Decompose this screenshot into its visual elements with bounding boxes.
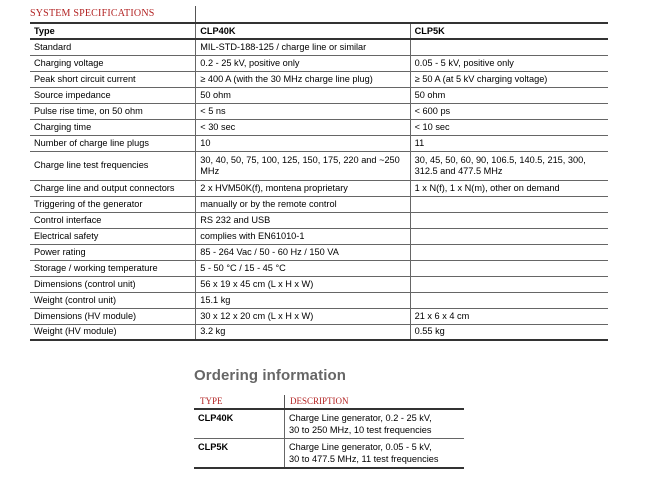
ordering-header-divider bbox=[284, 395, 285, 409]
spec-value-clp5k: 21 x 6 x 4 cm bbox=[410, 308, 608, 324]
spec-label: Charge line and output connectors bbox=[30, 180, 196, 196]
ordering-description bbox=[285, 410, 465, 439]
ordering-description-line: Charge Line generator, 0.2 - 25 kV, bbox=[289, 413, 432, 423]
spec-row bbox=[30, 151, 608, 180]
ordering-type: CLP40K bbox=[194, 410, 285, 439]
spec-label: Peak short circuit current bbox=[30, 71, 196, 87]
spec-value-clp40k: 85 - 264 Vac / 50 - 60 Hz / 150 VA bbox=[196, 244, 410, 260]
ordering-description-line: 30 to 477.5 MHz, 11 test frequencies bbox=[289, 454, 439, 464]
spec-row bbox=[30, 244, 608, 260]
spec-row bbox=[30, 228, 608, 244]
spec-value-clp40k: < 5 ns bbox=[196, 103, 410, 119]
spec-row bbox=[30, 39, 608, 55]
spec-value-clp40k: 3.2 kg bbox=[196, 324, 410, 340]
spec-value-clp40k: 56 x 19 x 45 cm (L x H x W) bbox=[196, 276, 410, 292]
spec-value-clp5k bbox=[410, 292, 608, 308]
spec-value-clp5k bbox=[410, 244, 608, 260]
spec-row bbox=[30, 119, 608, 135]
spec-label: Charging time bbox=[30, 119, 196, 135]
header-type: Type bbox=[30, 23, 196, 39]
ordering-row bbox=[194, 439, 464, 469]
spec-value-clp40k: ≥ 400 A (with the 30 MHz charge line plug) bbox=[196, 71, 410, 87]
spec-label: Storage / working temperature bbox=[30, 260, 196, 276]
spec-value-clp40k: 50 ohm bbox=[196, 87, 410, 103]
spec-label: Weight (HV module) bbox=[30, 324, 196, 340]
ordering-col-description: DESCRIPTION bbox=[290, 396, 349, 406]
spec-value-clp5k bbox=[410, 228, 608, 244]
spec-table bbox=[30, 22, 608, 341]
title-divider bbox=[195, 6, 196, 22]
spec-value-clp40k: 15.1 kg bbox=[196, 292, 410, 308]
spec-value-clp40k: manually or by the remote control bbox=[196, 196, 410, 212]
spec-row bbox=[30, 87, 608, 103]
ordering-description-line: 30 to 250 MHz, 10 test frequencies bbox=[289, 425, 432, 435]
spec-value-clp40k: MIL-STD-188-125 / charge line or similar bbox=[196, 39, 410, 55]
ordering-row bbox=[194, 410, 464, 439]
spec-value-clp40k: RS 232 and USB bbox=[196, 212, 410, 228]
spec-label: Weight (control unit) bbox=[30, 292, 196, 308]
spec-row bbox=[30, 276, 608, 292]
spec-label: Number of charge line plugs bbox=[30, 135, 196, 151]
spec-value-clp5k bbox=[410, 39, 608, 55]
ordering-description-line: Charge Line generator, 0.05 - 5 kV, bbox=[289, 442, 432, 452]
ordering-header bbox=[194, 395, 464, 409]
spec-value-clp40k: 2 x HVM50K(f), montena proprietary bbox=[196, 180, 410, 196]
spec-row bbox=[30, 212, 608, 228]
spec-row bbox=[30, 308, 608, 324]
spec-label: Source impedance bbox=[30, 87, 196, 103]
spec-value-clp5k: ≥ 50 A (at 5 kV charging voltage) bbox=[410, 71, 608, 87]
spec-value-clp5k: 50 ohm bbox=[410, 87, 608, 103]
spec-value-clp5k: < 10 sec bbox=[410, 119, 608, 135]
spec-value-clp40k: 10 bbox=[196, 135, 410, 151]
spec-value-clp40k: 30, 40, 50, 75, 100, 125, 150, 175, 220 and ~250 MHz bbox=[196, 151, 410, 180]
spec-label: Dimensions (control unit) bbox=[30, 276, 196, 292]
spec-value-clp40k: 30 x 12 x 20 cm (L x H x W) bbox=[196, 308, 410, 324]
spec-row bbox=[30, 180, 608, 196]
spec-label: Control interface bbox=[30, 212, 196, 228]
spec-row bbox=[30, 55, 608, 71]
spec-header-row bbox=[30, 23, 608, 39]
spec-label: Charge line test frequencies bbox=[30, 151, 196, 180]
header-clp5k: CLP5K bbox=[410, 23, 608, 39]
spec-value-clp5k bbox=[410, 260, 608, 276]
spec-value-clp5k: 0.55 kg bbox=[410, 324, 608, 340]
ordering-col-type: TYPE bbox=[200, 396, 223, 406]
spec-row bbox=[30, 135, 608, 151]
spec-row bbox=[30, 260, 608, 276]
spec-label: Dimensions (HV module) bbox=[30, 308, 196, 324]
ordering-title: Ordering information bbox=[194, 367, 346, 384]
header-clp40k: CLP40K bbox=[196, 23, 410, 39]
spec-label: Electrical safety bbox=[30, 228, 196, 244]
spec-value-clp5k bbox=[410, 276, 608, 292]
ordering-table bbox=[194, 410, 464, 469]
spec-value-clp5k: 11 bbox=[410, 135, 608, 151]
spec-value-clp5k: 1 x N(f), 1 x N(m), other on demand bbox=[410, 180, 608, 196]
spec-value-clp40k: complies with EN61010-1 bbox=[196, 228, 410, 244]
spec-value-clp5k: 0.05 - 5 kV, positive only bbox=[410, 55, 608, 71]
spec-row bbox=[30, 324, 608, 340]
spec-value-clp5k bbox=[410, 212, 608, 228]
spec-row bbox=[30, 196, 608, 212]
ordering-description bbox=[285, 439, 465, 469]
spec-value-clp5k bbox=[410, 196, 608, 212]
spec-label: Charging voltage bbox=[30, 55, 196, 71]
spec-row bbox=[30, 292, 608, 308]
spec-row bbox=[30, 103, 608, 119]
spec-label: Power rating bbox=[30, 244, 196, 260]
spec-label: Pulse rise time, on 50 ohm bbox=[30, 103, 196, 119]
spec-value-clp40k: 0.2 - 25 kV, positive only bbox=[196, 55, 410, 71]
spec-value-clp5k: < 600 ps bbox=[410, 103, 608, 119]
spec-value-clp40k: < 30 sec bbox=[196, 119, 410, 135]
spec-section-title: SYSTEM SPECIFICATIONS bbox=[30, 8, 155, 19]
spec-row bbox=[30, 71, 608, 87]
spec-value-clp40k: 5 - 50 °C / 15 - 45 °C bbox=[196, 260, 410, 276]
spec-value-clp5k: 30, 45, 50, 60, 90, 106.5, 140.5, 215, 300, 312.5 and 477.5 MHz bbox=[410, 151, 608, 180]
spec-label: Standard bbox=[30, 39, 196, 55]
spec-label: Triggering of the generator bbox=[30, 196, 196, 212]
ordering-type: CLP5K bbox=[194, 439, 285, 469]
